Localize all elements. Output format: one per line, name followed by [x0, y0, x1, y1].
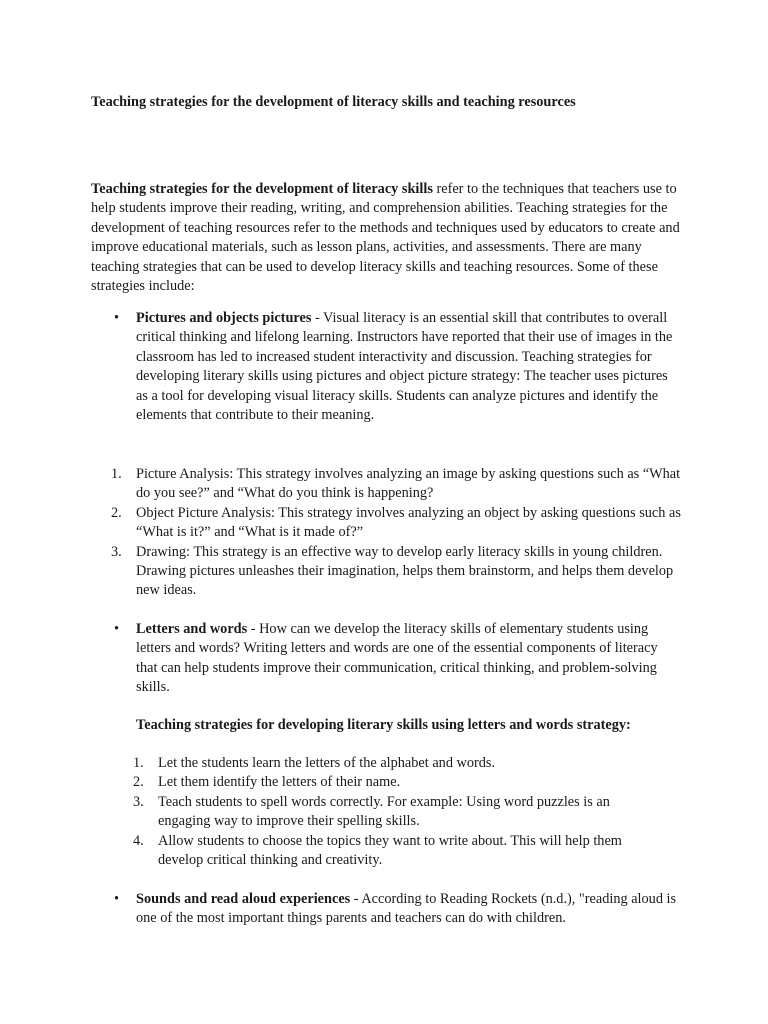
- letters-strategies-list: [133, 754, 658, 870]
- section-heading-sounds: Sounds and read aloud experiences: [136, 891, 351, 907]
- intro-paragraph: [91, 180, 681, 296]
- list-item-text: Let them identify the letters of their name.: [158, 774, 401, 791]
- bullet-dot: •: [114, 621, 120, 637]
- list-item: [133, 754, 658, 773]
- list-item: [133, 793, 658, 832]
- intro-bold-lead: Teaching strategies for the development of literacy skills: [91, 181, 433, 197]
- bullet-sounds-and-read-aloud: [114, 890, 681, 929]
- bullet-dot: •: [114, 310, 120, 326]
- letters-strategy-subheading: Teaching strategies for developing literary skills using letters and words strategy:: [136, 717, 631, 733]
- section-heading-pictures: Pictures and objects pictures: [136, 310, 312, 326]
- list-number: 2.: [133, 774, 144, 791]
- section-text-letters: - How can we develop the literacy skills of elementary students using letters and words? Writing letters and words are one of the essential components of literacy that can help students improve their communication, critical thinking, and problem-solving skills.: [136, 621, 658, 696]
- list-item-text: Allow students to choose the topics they want to write about. This will help them develop critical thinking and creativity.: [158, 832, 622, 869]
- list-item: [111, 504, 681, 543]
- section-heading-letters: Letters and words: [136, 621, 248, 637]
- intro-text: refer to the techniques that teachers use to help students improve their reading, writing, and comprehension abilities. Teaching strategies for the development of teaching resources refer to the methods and techniques used by educators to create and improve educational materials, such as lesson plans, activities, and assessments. There are many teaching strategies that can be used to develop literacy skills and teaching resources. Some of these strategies include:: [91, 181, 680, 295]
- list-number: 1.: [133, 755, 144, 771]
- document-title: Teaching strategies for the development of literacy skills and teaching resources: [91, 94, 576, 110]
- bullet-paragraph: [136, 620, 681, 698]
- list-item: [111, 465, 681, 504]
- list-item: [133, 773, 658, 792]
- list-item-text: Let the students learn the letters of the alphabet and words.: [158, 755, 496, 771]
- list-number: 2.: [111, 504, 122, 521]
- list-item-text: Teach students to spell words correctly. For example: Using word puzzles is an engaging way to improve their spelling skills.: [158, 793, 610, 830]
- section-text-sounds: - According to Reading Rockets (n.d.), "reading aloud is one of the most important things parents and teachers can do with children.: [136, 891, 677, 927]
- bullet-pictures-and-objects: [114, 309, 681, 425]
- picture-strategies-list: [111, 465, 681, 601]
- section-text-pictures: - Visual literacy is an essential skill that contributes to overall critical thinking and lifelong learning. Instructors have reported that their use of images in the classroom has led to increased student interactivity and discussion. Teaching strategies for developing literary skills using pictures and object picture strategy: The teacher uses pictures as a tool for developing visual literacy skills. Students can analyze pictures and identify the elements that contribute to their meaning.: [136, 310, 673, 424]
- list-item-text: Picture Analysis: This strategy involves analyzing an image by asking questions such as “What do you see?” and “What do you think is happening?: [136, 466, 681, 502]
- bullet-dot: •: [114, 891, 120, 907]
- list-item-text: Drawing: This strategy is an effective way to develop early literacy skills in young children. Drawing pictures unleashes their imagination, helps them brainstorm, and helps them develop new ideas.: [136, 543, 674, 599]
- list-number: 3.: [133, 793, 144, 810]
- bullet-paragraph: [136, 309, 681, 425]
- bullet-letters-and-words: [114, 620, 681, 698]
- list-number: 1.: [111, 466, 122, 482]
- bullet-paragraph: [136, 890, 681, 929]
- list-item-text: Object Picture Analysis: This strategy involves analyzing an object by asking questions such as “What is it?” and “What is it made of?”: [136, 504, 681, 541]
- list-number: 3.: [111, 543, 122, 560]
- list-item: [111, 543, 681, 601]
- list-number: 4.: [133, 832, 144, 849]
- list-item: [133, 832, 658, 871]
